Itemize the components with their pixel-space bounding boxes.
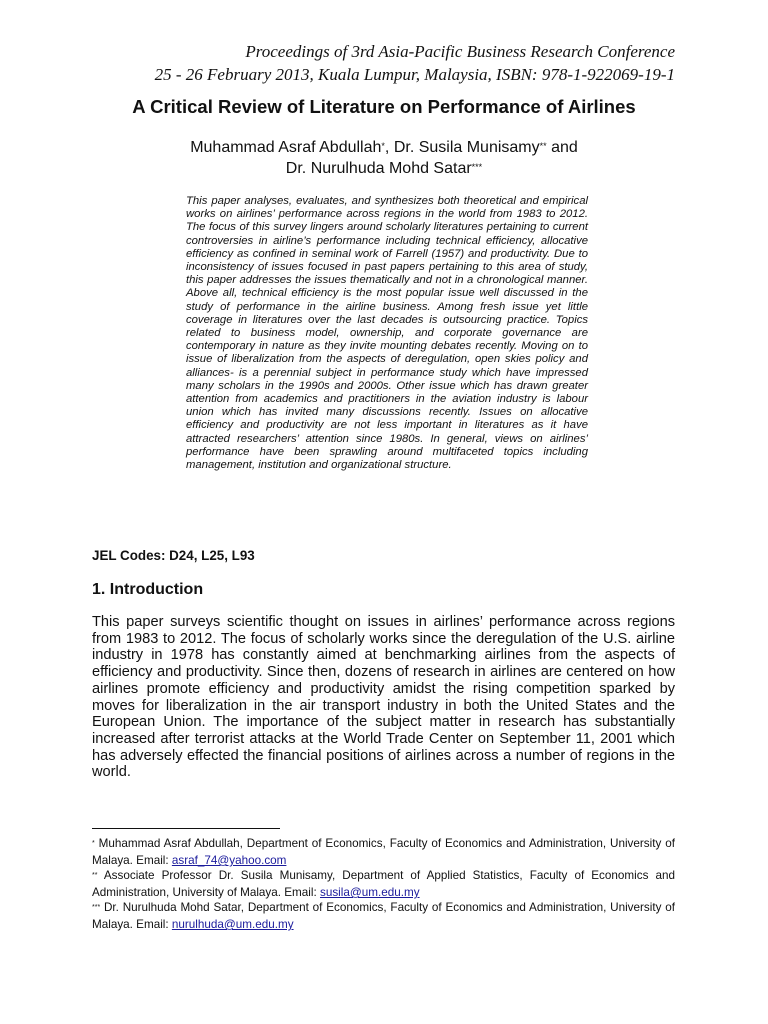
proceedings-header: [155, 40, 675, 86]
paper-title: A Critical Review of Literature on Performance of Airlines: [132, 96, 636, 117]
footnote-2-email-link[interactable]: susila@um.edu.my: [319, 886, 420, 899]
author-line-1: [0, 138, 768, 159]
footnote-2-text: Associate Professor Dr. Susila Munisamy, Department of Applied Statistics, Faculty of Economics and Administration, University of Malaya. Email:: [92, 869, 675, 899]
footnote-1-text: Muhammad Asraf Abdullah, Department of Economics, Faculty of Economics and Administration, University of Malaya. Email:: [92, 837, 675, 867]
author-separator-2: and: [546, 139, 578, 156]
footnote-divider: [92, 828, 280, 829]
proceedings-line-2: 25 - 26 February 2013, Kuala Lumpur, Malaysia, ISBN: 978-1-922069-19-1: [154, 65, 675, 84]
author-1-mark: *: [381, 141, 385, 151]
section-heading-introduction: 1. Introduction: [92, 581, 204, 598]
footnote-3-email-link[interactable]: nurulhuda@um.edu.my: [171, 918, 294, 931]
footnote-1-mark: *: [92, 840, 95, 847]
footnote-2-mark: **: [92, 872, 98, 879]
author-line-2: [0, 159, 768, 180]
author-list: [0, 138, 768, 180]
abstract: This paper analyses, evaluates, and synthesizes both theoretical and empirical works on airlines’ performance across regions in the world from 1983 to 2012. The focus of this survey lingers around scholarly literatures pertaining to current controversies in airline’s performance including technical efficiency, allocative efficiency as confined in seminal work of Farrell (1957) and productivity. Due to inconsistency of issues focused in past papers pertaining to this area of study, this paper addresses the issues thematically and not in a chronological manner. Above all, technical efficiency is the most popular issue well discussed in the study of performance in the airline business. Among fresh issue yet little coverage in literatures over the last decades is outsourcing practice. Topics related to business model, ownership, and corporate governance are contemporary in nature as they invite mounting debates recently. Moving on to issue of liberalization from the aspects of deregulation, open skies policy and alliances- is a perennial subject in performance study which have impressed many scholars in the 1990s and 2000s. Other issue which has drawn greater attention from academics and practitioners in the aviation industry is labour union which has invited many discussions recently. Issues on allocative efficiency and productivity are not less important in literatures as it have attracted researchers’ attention since 1980s. In general, views on airlines’ performance have been sprawling around multifaceted topics including management, institution and organizational structure.: [186, 195, 588, 472]
author-1-name: Muhammad Asraf Abdullah: [190, 139, 382, 156]
author-2-name: Dr. Susila Munisamy: [393, 139, 540, 156]
footnote-1-email-link[interactable]: asraf_74@yahoo.com: [171, 854, 287, 867]
footnotes: [92, 836, 675, 932]
footnote-2: [92, 868, 675, 900]
jel-codes: JEL Codes: D24, L25, L93: [92, 548, 255, 563]
footnote-3-text: Dr. Nurulhuda Mohd Satar, Department of Economics, Faculty of Economics and Administration, University of Malaya. Email:: [92, 901, 675, 931]
author-3-mark: ***: [471, 162, 483, 172]
proceedings-line-1: Proceedings of 3rd Asia-Pacific Business Research Conference: [245, 42, 675, 61]
introduction-paragraph: This paper surveys scientific thought on issues in airlines’ performance across regions from 1983 to 2012. The focus of scholarly works since the deregulation of the U.S. airline industry in 1978 has constantly aimed at benchmarking airlines from the aspects of efficiency and productivity. Since then, dozens of research in airlines are centered on how airlines promote efficiency and productivity amidst the rising competition sparked by moves for liberalization in the air transport industry in both the United States and the European Union. The importance of the subject matter in research has substantially increased after terrorist attacks at the World Trade Center on September 11, 2001 which has adversely effected the financial positions of airlines across a number of regions in the world.: [92, 614, 675, 781]
author-3-name: Dr. Nurulhuda Mohd Satar: [285, 160, 472, 177]
footnote-1: [92, 836, 675, 868]
author-separator-1: ,: [384, 139, 394, 156]
footnote-3-mark: ***: [92, 904, 101, 911]
footnote-3: [92, 900, 675, 932]
author-2-mark: **: [539, 141, 547, 151]
